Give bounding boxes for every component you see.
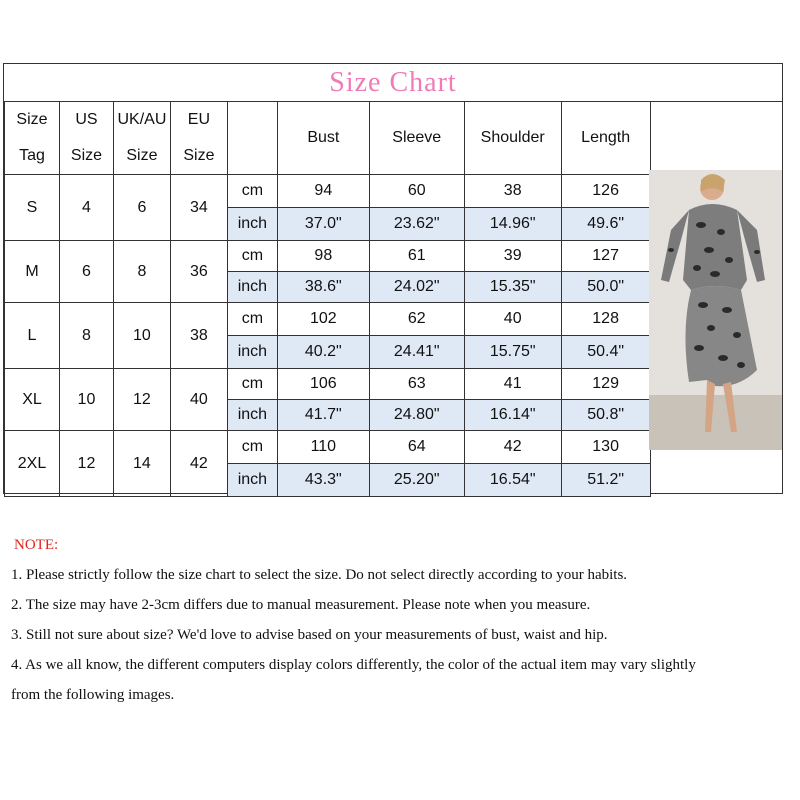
note-line: 4. As we all know, the different computers display colors differently, the color of the actual item may vary slightly: [11, 657, 696, 673]
sleeve-cell: 25.20": [369, 464, 464, 497]
header-bust: Bust: [277, 102, 369, 175]
unit-cell: inch: [227, 336, 277, 369]
size-chart-title: Size Chart: [329, 67, 457, 98]
bust-cell: 98: [277, 241, 369, 272]
unit-cell: cm: [227, 431, 277, 464]
unit-cell: cm: [227, 241, 277, 272]
note-line: 3. Still not sure about size? We'd love to advise based on your measurements of bust, waist and hip.: [11, 627, 608, 643]
size-tag-cell: XL: [5, 369, 60, 431]
shoulder-cell: 16.14": [464, 400, 561, 431]
header-length: Length: [561, 102, 650, 175]
size-chart-title-row: [4, 64, 782, 102]
size-chart: [3, 63, 783, 494]
length-cell: 128: [561, 303, 650, 336]
note-line: 1. Please strictly follow the size chart to select the size. Do not select directly according to your habits.: [11, 567, 628, 583]
us-size-cell: 10: [59, 369, 113, 431]
header-shoulder: Shoulder: [464, 102, 561, 175]
note-line: 2. The size may have 2-3cm differs due to manual measurement. Please note when you measure.: [11, 597, 591, 613]
us-size-cell: 4: [59, 175, 113, 241]
note-line: from the following images.: [11, 687, 175, 703]
unit-cell: inch: [227, 400, 277, 431]
eu-size-cell: 40: [170, 369, 227, 431]
eu-size-cell: 42: [170, 431, 227, 497]
bust-cell: 37.0": [277, 208, 369, 241]
header-ukau-size: UK/AU Size: [113, 102, 170, 175]
notes-section: [11, 534, 791, 714]
unit-cell: inch: [227, 208, 277, 241]
header-unit: [227, 102, 277, 175]
header-size-tag: Size Tag: [5, 102, 60, 175]
header-us-size: US Size: [59, 102, 113, 175]
size-tag-cell: S: [5, 175, 60, 241]
bust-cell: 110: [277, 431, 369, 464]
shoulder-cell: 38: [464, 175, 561, 208]
shoulder-cell: 41: [464, 369, 561, 400]
bust-cell: 43.3": [277, 464, 369, 497]
size-tag-cell: 2XL: [5, 431, 60, 497]
sleeve-cell: 62: [369, 303, 464, 336]
sleeve-cell: 24.41": [369, 336, 464, 369]
length-cell: 126: [561, 175, 650, 208]
size-tag-cell: L: [5, 303, 60, 369]
length-cell: 50.4": [561, 336, 650, 369]
unit-cell: inch: [227, 272, 277, 303]
us-size-cell: 12: [59, 431, 113, 497]
shoulder-cell: 15.75": [464, 336, 561, 369]
bust-cell: 94: [277, 175, 369, 208]
length-cell: 129: [561, 369, 650, 400]
bust-cell: 106: [277, 369, 369, 400]
unit-cell: cm: [227, 369, 277, 400]
ukau-size-cell: 8: [113, 241, 170, 303]
header-sleeve: Sleeve: [369, 102, 464, 175]
header-spacer: [650, 102, 782, 175]
shoulder-cell: 16.54": [464, 464, 561, 497]
sleeve-cell: 63: [369, 369, 464, 400]
shoulder-cell: 39: [464, 241, 561, 272]
model-photo-icon: [649, 170, 782, 450]
unit-cell: cm: [227, 175, 277, 208]
length-cell: 50.8": [561, 400, 650, 431]
sleeve-cell: 64: [369, 431, 464, 464]
bust-cell: 102: [277, 303, 369, 336]
us-size-cell: 8: [59, 303, 113, 369]
sleeve-cell: 24.02": [369, 272, 464, 303]
length-cell: 130: [561, 431, 650, 464]
header-row: [5, 102, 783, 175]
shoulder-cell: 40: [464, 303, 561, 336]
shoulder-cell: 42: [464, 431, 561, 464]
eu-size-cell: 34: [170, 175, 227, 241]
bust-cell: 41.7": [277, 400, 369, 431]
photo-spacer-cell: [650, 464, 782, 497]
length-cell: 49.6": [561, 208, 650, 241]
sleeve-cell: 24.80": [369, 400, 464, 431]
sleeve-cell: 23.62": [369, 208, 464, 241]
shoulder-cell: 14.96": [464, 208, 561, 241]
header-eu-size: EU Size: [170, 102, 227, 175]
size-tag-cell: M: [5, 241, 60, 303]
notes-title: NOTE:: [14, 537, 59, 553]
model-photo: [649, 170, 782, 450]
unit-cell: inch: [227, 464, 277, 497]
length-cell: 127: [561, 241, 650, 272]
eu-size-cell: 38: [170, 303, 227, 369]
eu-size-cell: 36: [170, 241, 227, 303]
bust-cell: 38.6": [277, 272, 369, 303]
ukau-size-cell: 10: [113, 303, 170, 369]
ukau-size-cell: 14: [113, 431, 170, 497]
length-cell: 51.2": [561, 464, 650, 497]
us-size-cell: 6: [59, 241, 113, 303]
sleeve-cell: 61: [369, 241, 464, 272]
sleeve-cell: 60: [369, 175, 464, 208]
length-cell: 50.0": [561, 272, 650, 303]
ukau-size-cell: 12: [113, 369, 170, 431]
bust-cell: 40.2": [277, 336, 369, 369]
unit-cell: cm: [227, 303, 277, 336]
shoulder-cell: 15.35": [464, 272, 561, 303]
ukau-size-cell: 6: [113, 175, 170, 241]
